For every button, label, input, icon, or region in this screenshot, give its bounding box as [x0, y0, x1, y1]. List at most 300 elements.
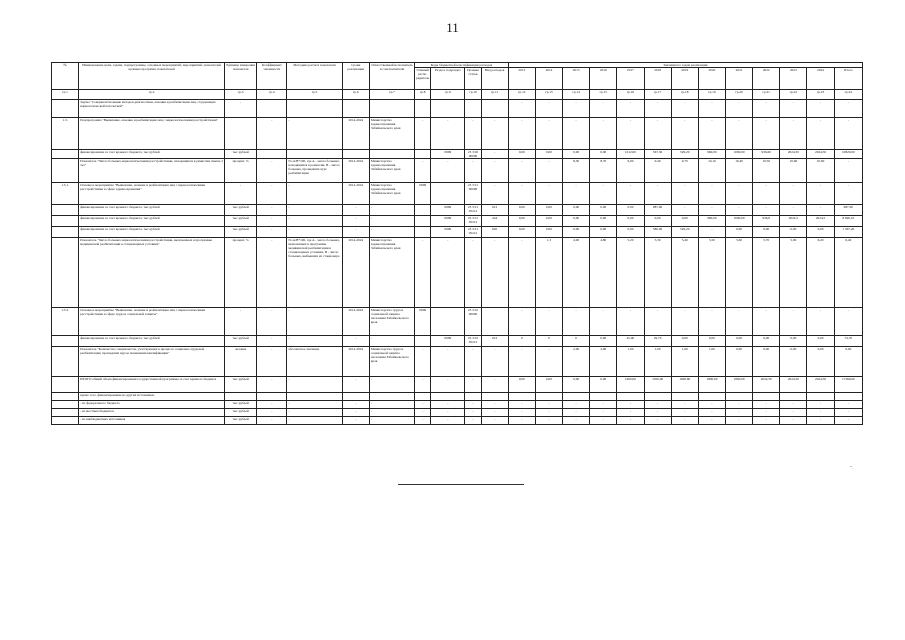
row-code-grbs: -: [415, 377, 431, 393]
row-year-value: -: [725, 205, 752, 216]
row-year-value: -: [508, 238, 535, 308]
row-code-type: -: [481, 377, 508, 393]
row-year-value: 0,00: [508, 216, 535, 227]
row-year-value: -: [698, 417, 725, 425]
row-year-value: 1800,00: [725, 377, 752, 393]
row-method: -: [287, 401, 342, 409]
row-year-value: 1,00: [698, 347, 725, 377]
row-code-section: -: [431, 401, 465, 409]
row-year-value: -: [617, 118, 644, 150]
row-unit: тыс.рублей: [225, 216, 257, 227]
row-year-value: -: [753, 308, 780, 336]
row-name: Основное мероприятие "Выявление, лечение и реабилитация лиц с наркологическими расстройствами в сфере труда и социальной защиты": [79, 308, 225, 336]
row-year-value: -: [671, 417, 698, 425]
row-code-type: -: [481, 118, 508, 150]
row-unit: тыс.рублей: [225, 409, 257, 417]
row-year-value: 0,00: [508, 205, 535, 216]
row-term: 2014-2024: [342, 118, 369, 150]
row-year-value: 0,00: [753, 227, 780, 238]
row-year-value: -: [698, 205, 725, 216]
row-year-value: -: [617, 401, 644, 409]
row-year-value: 0,00: [590, 377, 617, 393]
row-year-value: -: [535, 409, 562, 417]
row-code-section: -: [431, 118, 465, 150]
row-name: Основное мероприятие "Выявление, лечение и реабилитация лиц с наркологическими расстройствами в сфере здравоохранения": [79, 183, 225, 205]
column-index-cell: гр.13: [535, 90, 562, 100]
row-number: [52, 159, 79, 183]
row-method: -: [287, 205, 342, 216]
row-code-type: -: [481, 183, 508, 205]
header-codes: Коды бюджетной классификации расходов: [415, 63, 509, 68]
row-year-value: -: [644, 183, 671, 205]
header-unit: Единица измерения показателя: [225, 63, 257, 90]
column-index-cell: гр.8: [415, 90, 431, 100]
row-code-target: -: [465, 401, 481, 409]
row-code-grbs: -: [415, 238, 431, 308]
row-term: -: [342, 417, 369, 425]
row-year-value: -: [508, 159, 535, 183]
row-year-value: -: [698, 100, 725, 118]
row-year-value: -: [644, 118, 671, 150]
row-code-section: 0909: [431, 227, 465, 238]
column-index-row: [52, 90, 863, 100]
row-year-value: -: [535, 417, 562, 425]
row-year-value: 0,00: [617, 205, 644, 216]
row-year-value: -: [617, 183, 644, 205]
table-row: [52, 150, 863, 159]
row-term: 2014-2024: [342, 159, 369, 183]
row-year-value: -: [725, 409, 752, 417]
row-year-value: 0,00: [671, 216, 698, 227]
row-name: Показатель "Число больных наркологическими расстройствами, находящихся в ремиссии свыше 2 лет": [79, 159, 225, 183]
row-coef: -: [257, 417, 287, 425]
row-year-value: [807, 393, 834, 401]
row-total: 74,70: [834, 336, 862, 347]
row-coef: -: [257, 205, 287, 216]
row-code-section: 0909: [431, 336, 465, 347]
row-year-value: 0: [535, 336, 562, 347]
table-row: [52, 336, 863, 347]
row-year-value: -: [698, 409, 725, 417]
row-year-value: 0,00: [590, 205, 617, 216]
row-code-grbs: -: [415, 401, 431, 409]
row-year-value: -: [807, 308, 834, 336]
row-year-value: 5,60: [725, 238, 752, 308]
header-code-target: Целевая статья: [465, 68, 481, 90]
row-code-target: 23 3 02 00000: [465, 308, 481, 336]
row-code-target: -: [465, 118, 481, 150]
row-unit: -: [225, 100, 257, 118]
row-year-value: 0: [508, 336, 535, 347]
row-name: финансирование за счет краевого бюджета, тыс.рублей: [79, 227, 225, 238]
row-name: Показатель "Количество специалистов, участвующих в процессе социально-трудовой реабилитации, прошедших курсы повышения квалификации": [79, 347, 225, 377]
row-year-value: -: [535, 308, 562, 336]
row-term: 2014-2024: [342, 183, 369, 205]
row-code-grbs: -: [415, 417, 431, 425]
row-number: [52, 336, 79, 347]
row-total: 1 567,20: [834, 227, 862, 238]
row-year-value: 0,00: [753, 336, 780, 347]
row-year-value: -: [725, 401, 752, 409]
column-index-cell: гр.5: [287, 90, 342, 100]
row-year-value: 10,10: [698, 159, 725, 183]
row-year-value: -: [753, 409, 780, 417]
row-year-value: 2024,50: [780, 377, 807, 393]
row-year-value: 936,6: [753, 216, 780, 227]
row-year-value: 1900,00: [617, 377, 644, 393]
row-year-value: 0,00: [590, 227, 617, 238]
row-number: [52, 401, 79, 409]
row-method: -: [287, 336, 342, 347]
header-values: Значения по годам реализации: [508, 63, 862, 68]
row-name: Подпрограмма "Выявление, лечение и реабилитация лиц с наркологическими расстройствами": [79, 118, 225, 150]
row-code-type: [481, 308, 508, 336]
row-term: [342, 393, 369, 401]
column-index-cell: гр.16: [617, 90, 644, 100]
row-code-target: 23 3 00 00000: [465, 150, 481, 159]
row-code-target: -: [465, 417, 481, 425]
column-index-cell: гр.1: [52, 90, 79, 100]
row-total: -: [834, 417, 862, 425]
table-row: [52, 238, 863, 308]
row-year-value: 4,00: [563, 238, 590, 308]
row-year-value: -: [535, 401, 562, 409]
header-year: 2022: [753, 68, 780, 90]
row-number: [52, 216, 79, 227]
row-number: [52, 417, 79, 425]
row-code-section: -: [431, 409, 465, 417]
row-executor: -: [369, 401, 414, 409]
row-year-value: 10,50: [753, 159, 780, 183]
row-code-type: 244: [481, 216, 508, 227]
row-term: -: [342, 377, 369, 393]
header-code-grbs: Главный распо-рядитель: [415, 68, 431, 90]
row-number: [52, 238, 79, 308]
row-coef: -: [257, 118, 287, 150]
row-year-value: -: [671, 118, 698, 150]
row-year-value: -: [590, 100, 617, 118]
column-index-cell: гр.22: [780, 90, 807, 100]
row-year-value: -: [644, 401, 671, 409]
row-method: [287, 150, 342, 159]
row-name: финансирование за счет краевого бюджета, тыс.рублей: [79, 150, 225, 159]
column-index-cell: гр.18: [671, 90, 698, 100]
row-year-value: -: [508, 409, 535, 417]
row-code-section: 0909: [431, 205, 465, 216]
row-year-value: 0: [563, 336, 590, 347]
row-coef: -: [257, 401, 287, 409]
row-year-value: -: [644, 409, 671, 417]
page-number: 11: [446, 20, 459, 35]
row-year-value: 9,40: [644, 159, 671, 183]
header-year: 2019: [671, 68, 698, 90]
row-term: 2014-2024: [342, 347, 369, 377]
row-total: -: [834, 100, 862, 118]
row-year-value: -: [753, 183, 780, 205]
footer-rule: [398, 484, 524, 485]
row-total: -: [834, 159, 862, 183]
row-year-value: -: [753, 417, 780, 425]
row-year-value: 0,00: [563, 150, 590, 159]
row-year-value: 8,70: [590, 159, 617, 183]
row-year-value: -: [644, 100, 671, 118]
row-term: -: [342, 401, 369, 409]
row-method: -: [287, 377, 342, 393]
row-total: 17269,60: [834, 377, 862, 393]
row-code-type: -: [481, 401, 508, 409]
row-executor: [369, 150, 414, 159]
row-code-target: 23 3 01 05212: [465, 227, 481, 238]
row-year-value: -: [563, 401, 590, 409]
row-number: 1.3.: [52, 118, 79, 150]
row-year-value: 936,60: [753, 150, 780, 159]
row-year-value: [644, 393, 671, 401]
row-year-value: 6,20: [807, 238, 834, 308]
row-year-value: -: [807, 205, 834, 216]
row-number: [52, 409, 79, 417]
row-code-type: 612: [481, 205, 508, 216]
row-year-value: -: [671, 308, 698, 336]
row-year-value: 9,00: [617, 159, 644, 183]
row-year-value: 1050,00: [644, 377, 671, 393]
row-code-target: 23 3 01 05212: [465, 205, 481, 216]
row-year-value: 0,00: [508, 377, 535, 393]
row-code-section: [431, 183, 465, 205]
row-code-grbs: -: [415, 118, 431, 150]
row-year-value: -: [807, 417, 834, 425]
row-term: 2014-2024: [342, 308, 369, 336]
row-method: -: [287, 417, 342, 425]
header-coef: Коэффициент значимости: [257, 63, 287, 90]
row-year-value: -: [508, 401, 535, 409]
row-year-value: 529,20: [671, 227, 698, 238]
row-name: - из внебюджетных источников: [79, 417, 225, 425]
row-method: абсолютное значение: [287, 347, 342, 377]
row-year-value: 9,70: [671, 159, 698, 183]
row-year-value: -: [644, 417, 671, 425]
row-coef: -: [257, 347, 287, 377]
row-coef: -: [257, 183, 287, 205]
row-year-value: 2,00: [563, 347, 590, 377]
row-year-value: 1,00: [671, 347, 698, 377]
row-executor: Министерство труда и социальной защиты населения Забайкальского края: [369, 347, 414, 377]
row-method: [287, 100, 342, 118]
row-year-value: -: [671, 183, 698, 205]
row-code-target: -: [465, 377, 481, 393]
row-year-value: [590, 393, 617, 401]
row-year-value: -: [780, 118, 807, 150]
header-code-type: Вид расходов: [481, 68, 508, 90]
row-executor: [369, 393, 414, 401]
program-table: [51, 62, 863, 425]
row-year-value: [535, 393, 562, 401]
row-year-value: -: [698, 227, 725, 238]
row-code-section: [431, 393, 465, 401]
row-year-value: -: [780, 205, 807, 216]
row-year-value: 8,30: [563, 159, 590, 183]
row-unit: [225, 393, 257, 401]
row-code-target: -: [465, 409, 481, 417]
row-total: -: [834, 183, 862, 205]
row-year-value: 1,00: [617, 347, 644, 377]
row-year-value: -: [590, 118, 617, 150]
row-unit: [225, 118, 257, 150]
header-year: 2014: [535, 68, 562, 90]
row-year-value: -: [617, 409, 644, 417]
row-year-value: -: [508, 100, 535, 118]
row-year-value: 0,00: [725, 227, 752, 238]
row-coef: -: [257, 308, 287, 336]
row-year-value: -: [807, 100, 834, 118]
row-year-value: -: [590, 183, 617, 205]
row-year-value: 0,00: [753, 347, 780, 377]
row-code-type: [481, 393, 508, 401]
row-unit: тыс.рублей: [225, 336, 257, 347]
header-term: Сроки реализации: [342, 63, 369, 90]
row-number: [52, 377, 79, 393]
row-year-value: 0,00: [535, 227, 562, 238]
row-year-value: 0,00: [535, 150, 562, 159]
table-row: [52, 118, 863, 150]
end-mark: ".: [850, 465, 853, 470]
row-year-value: 29,70: [644, 336, 671, 347]
row-year-value: -: [698, 183, 725, 205]
row-year-value: -: [698, 118, 725, 150]
row-number: [52, 100, 79, 118]
header-code-section: Раздел, подраздел: [431, 68, 465, 90]
row-executor: Министерство здравоохранения Забайкальского края: [369, 159, 414, 183]
row-year-value: -: [807, 401, 834, 409]
row-year-value: -: [780, 308, 807, 336]
row-year-value: -: [725, 308, 752, 336]
row-year-value: -: [725, 118, 752, 150]
row-code-target: [465, 100, 481, 118]
row-year-value: 0,00: [780, 336, 807, 347]
row-code-section: -: [431, 238, 465, 308]
row-name: - из местных бюджетов: [79, 409, 225, 417]
row-code-grbs: [415, 205, 431, 216]
row-year-value: [671, 393, 698, 401]
row-year-value: 10,40: [725, 159, 752, 183]
row-year-value: -: [508, 308, 535, 336]
row-unit: тыс.рублей: [225, 205, 257, 216]
column-index-cell: гр.7: [369, 90, 414, 100]
row-executor: -: [369, 409, 414, 417]
row-term: [342, 100, 369, 118]
row-year-value: 580,00: [644, 227, 671, 238]
row-executor: -: [369, 417, 414, 425]
header-executor: Ответственный исполнитель и соисполнители: [369, 63, 414, 90]
row-year-value: 1,00: [644, 347, 671, 377]
row-method: -: [287, 227, 342, 238]
row-method: N=A/B*100, где A - число больных, включенных в программы медицинской реабилитации в стационарных условиях, B - число больных, выбывших из стационара: [287, 238, 342, 308]
row-year-value: 987,00: [644, 205, 671, 216]
row-method: [287, 393, 342, 401]
row-code-grbs: [415, 216, 431, 227]
row-year-value: -: [617, 308, 644, 336]
row-coef: -: [257, 227, 287, 238]
row-executor: -: [369, 336, 414, 347]
row-year-value: 0,00: [563, 205, 590, 216]
row-code-grbs: -: [415, 409, 431, 417]
row-year-value: 10,60: [780, 159, 807, 183]
row-year-value: -: [617, 100, 644, 118]
row-term: [342, 150, 369, 159]
row-unit: -: [225, 183, 257, 205]
row-total: -: [834, 401, 862, 409]
table-row: [52, 401, 863, 409]
row-year-value: [508, 393, 535, 401]
row-year-value: -: [780, 401, 807, 409]
row-coef: -: [257, 336, 287, 347]
table-row: [52, 183, 863, 205]
row-year-value: -: [535, 183, 562, 205]
row-year-value: 2,00: [590, 347, 617, 377]
row-method: N=A/B*100, где A - число больных, находящихся в ремиссии, B - число больных, прошедших курс реабилитации: [287, 159, 342, 183]
row-year-value: 2024,5: [780, 216, 807, 227]
header-year: 2021: [725, 68, 752, 90]
row-unit: -: [225, 308, 257, 336]
column-index-cell: гр.19: [698, 90, 725, 100]
row-code-section: [431, 308, 465, 336]
row-year-value: -: [590, 417, 617, 425]
row-code-grbs: [415, 336, 431, 347]
header-num: №: [52, 63, 79, 90]
row-unit: процент, %: [225, 159, 257, 183]
row-year-value: 1012,00: [617, 150, 644, 159]
row-code-grbs: -: [415, 347, 431, 377]
row-year-value: 10,60: [807, 159, 834, 183]
row-year-value: 0,00: [807, 227, 834, 238]
header-year: 2018: [644, 68, 671, 90]
row-code-section: 0909: [431, 150, 465, 159]
table-row: [52, 308, 863, 336]
row-number: [52, 393, 79, 401]
row-code-target: -: [465, 347, 481, 377]
row-unit: процент, %: [225, 238, 257, 308]
row-year-value: 0,00: [671, 336, 698, 347]
row-number: [52, 227, 79, 238]
header-year: 2024: [807, 68, 834, 90]
table-row: [52, 409, 863, 417]
row-year-value: 0,00: [644, 216, 671, 227]
row-year-value: -: [508, 183, 535, 205]
row-term: -: [342, 227, 369, 238]
row-year-value: 2024,50: [807, 377, 834, 393]
row-year-value: 2024,5: [807, 216, 834, 227]
row-number: [52, 205, 79, 216]
row-method: -: [287, 308, 342, 336]
column-index-cell: гр.21: [753, 90, 780, 100]
column-index-cell: гр.11: [481, 90, 508, 100]
column-index-cell: гр.15: [590, 90, 617, 100]
row-year-value: 960,00: [698, 150, 725, 159]
row-year-value: -: [617, 417, 644, 425]
row-executor: Министерство здравоохранения Забайкальского края: [369, 183, 414, 205]
row-code-type: 620: [481, 227, 508, 238]
row-year-value: -: [563, 417, 590, 425]
table-row: [52, 216, 863, 227]
row-year-value: -: [563, 100, 590, 118]
row-year-value: -: [563, 308, 590, 336]
column-index-cell: гр.4: [257, 90, 287, 100]
row-total: -: [834, 409, 862, 417]
row-executor: -: [369, 216, 414, 227]
row-year-value: 0,00: [725, 347, 752, 377]
table-row: [52, 393, 863, 401]
row-code-target: 23 3 02 05212: [465, 336, 481, 347]
row-year-value: 0,00: [807, 347, 834, 377]
